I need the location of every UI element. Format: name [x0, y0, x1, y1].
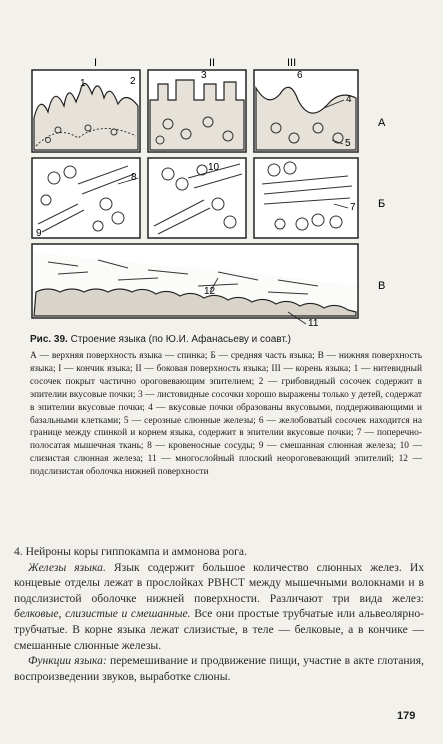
panel-A-II — [148, 70, 246, 152]
panel-V — [32, 244, 358, 318]
figure-label: Рис. 39. — [30, 334, 68, 345]
callout-5: 5 — [345, 138, 351, 149]
row-label-B: Б — [378, 198, 386, 210]
column-label-III: III — [287, 57, 297, 69]
callout-3: 3 — [201, 70, 207, 81]
panel-A-III — [254, 70, 358, 152]
paragraph-3-text: перемешивание и продвижение пищи, участие в акте глотания, воспроизведении звуков, выработке слюны. — [14, 654, 424, 683]
callout-6: 6 — [297, 70, 303, 81]
callout-2: 2 — [130, 76, 136, 87]
paragraph-2 — [14, 560, 424, 654]
column-label-I: I — [94, 57, 98, 69]
callout-8: 8 — [131, 172, 137, 183]
callout-7: 7 — [350, 202, 356, 213]
callout-12: 12 — [204, 286, 216, 297]
page-number: 179 — [397, 710, 416, 722]
callout-1: 1 — [80, 78, 86, 89]
figure-legend-text: А — верхняя поверхность языка — спинка; Б — средняя часть языка; В — нижняя поверхность языка; I — кончик языка; II — боковая поверхность языка; III — корень языка; 1 — нитевидный сосочек покрыт частично ороговевающим эпителием; 2 — грибовидный сосочек содержит в эпителии вкусовые почки; 3 — листовидные сосочки хорошо выражены только у детей, содержат в эпителии вкусовые почки; 4 — вкусовые почки образованы вкусовыми, поддерживающими и базальными клетками; 5 — серозные слюнные железы; 6 — желобоватый сосочек находится на границе между спинкой и корнем языка, содержит в эпителии вкусовые почки; 7 — поперечно-полосатая мышечная ткань; 8 — кровеносные сосуды; 9 — смешанная слюнная железа; 10 — слизистая слюнная железа; 11 — многослойный плоский неороговевающий эпителий; 12 — подслизистая оболочка нижней поверхности — [30, 351, 422, 478]
paragraph-1: 4. Нейроны коры гиппокампа и аммонова рога. — [14, 545, 247, 558]
callout-4: 4 — [346, 94, 352, 105]
panel-B-II — [148, 158, 246, 238]
figure-caption — [30, 333, 422, 346]
row-label-V: В — [378, 280, 386, 292]
panel-A-I — [32, 70, 140, 152]
column-label-II: II — [209, 57, 216, 69]
panel-B-III — [254, 158, 358, 238]
gland-types: белковые, слизистые и смешанные. — [14, 607, 191, 621]
paragraph-2-text-b: Все они простые трубчатые или альвеолярно-трубчатые. В корне языка лежат слизистые, в теле — белковые, а в кончике — смешанные слюнные железы. — [14, 607, 424, 652]
paragraph-2-text-a: Язык содержит большое количество слюнных желез. Их концевые отделы лежат в прослойках РВНСТ между мышечными волокнами и в подслизистой оболочке нижней поверхности. Различают три вида желез: — [14, 560, 424, 605]
callout-11: 11 — [308, 318, 319, 329]
row-label-A: А — [378, 117, 386, 129]
body-text — [14, 544, 424, 684]
paragraph-3 — [14, 653, 424, 684]
paragraph-3-heading: Функции языка: — [28, 654, 107, 668]
figure-caption-text: Строение языка (по Ю.И. Афанасьеву и соавт.) — [67, 334, 291, 345]
paragraph-2-heading: Железы языка. — [28, 560, 106, 574]
tongue-structure-figure — [18, 54, 418, 330]
callout-10: 10 — [208, 162, 220, 173]
callout-9: 9 — [36, 228, 42, 239]
figure-legend — [30, 350, 422, 479]
panel-B-I — [32, 158, 140, 238]
